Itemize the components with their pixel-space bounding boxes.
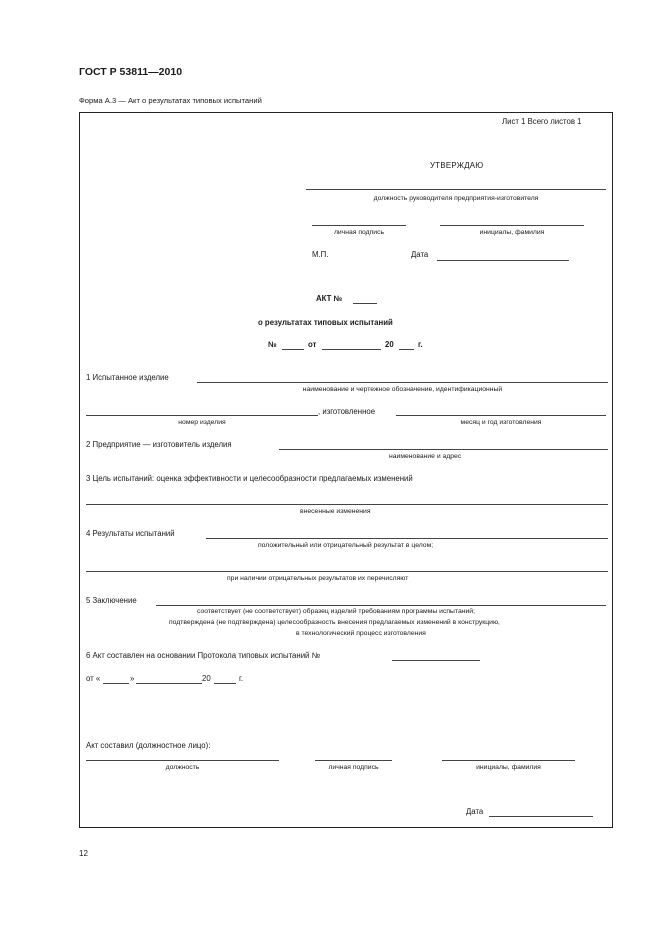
year-prefix: 20 <box>385 340 394 349</box>
s6-protocol-line[interactable] <box>392 660 480 661</box>
footer-date-line[interactable] <box>489 816 593 817</box>
s1-label: 1 Испытанное изделие <box>86 373 169 382</box>
composer-initials-hint: инициалы, фамилия <box>476 764 541 771</box>
date-line[interactable] <box>322 349 381 350</box>
s1-line[interactable] <box>197 382 608 383</box>
sheet-info: Лист 1 Всего листов 1 <box>502 117 582 126</box>
composer-position-hint: должность <box>165 764 200 771</box>
standard-header: ГОСТ Р 53811—2010 <box>79 66 183 78</box>
s4-hint: положительный или отрицательный результат в целом; <box>258 542 434 549</box>
initials-hint: инициалы, фамилия <box>479 229 545 236</box>
s6-from: от « <box>86 674 101 683</box>
stamp-label: М.П. <box>312 250 329 259</box>
form-frame <box>79 112 613 828</box>
s6-day-line[interactable] <box>103 683 129 684</box>
act-number-line[interactable] <box>353 303 377 304</box>
s6-label: 6 Акт составлен на основании Протокола типовых испытаний № <box>86 651 320 660</box>
s5-hint-1: соответствует (не соответствует) образец изделий требованиям программы испытаний; <box>197 608 475 615</box>
position-line[interactable] <box>306 189 606 190</box>
approval-title: УТВЕРЖДАЮ <box>430 161 484 170</box>
composer-initials-line[interactable] <box>442 760 575 761</box>
initials-line[interactable] <box>440 225 584 226</box>
footer-date-label: Дата <box>466 807 484 816</box>
act-title: АКТ № <box>316 294 343 303</box>
composer-position-line[interactable] <box>86 760 279 761</box>
form-caption: Форма А.3 — Акт о результатах типовых испытаний <box>79 96 262 105</box>
number-prefix: № <box>268 340 277 349</box>
s5-hint-2: подтверждена (не подтверждена) целесообразность внесения предлагаемых изменений в конструкцию, <box>169 619 500 626</box>
s3-label: 3 Цель испытаний: оценка эффективности и целесообразности предлагаемых изменений <box>86 474 413 483</box>
s6-year-line[interactable] <box>214 683 236 684</box>
s3-hint: внесенные изменения <box>300 508 371 515</box>
s5-hint-3: в технологический процесс изготовления <box>296 630 426 637</box>
s2-hint: наименование и адрес <box>389 453 462 460</box>
s5-line[interactable] <box>156 605 606 606</box>
s4-hint-2: при наличии отрицательных результатов их перечисляют <box>227 575 409 582</box>
approval-date-label: Дата <box>411 250 429 259</box>
s1-date-hint: месяц и год изготовления <box>460 419 542 426</box>
s2-line[interactable] <box>279 449 608 450</box>
s2-label: 2 Предприятие — изготовитель изделия <box>86 440 232 449</box>
s6-quote-close: » <box>130 674 135 683</box>
s5-label: 5 Заключение <box>86 596 137 605</box>
s6-month-line[interactable] <box>136 683 202 684</box>
s1-manufactured-label: , изготовленное <box>318 407 376 416</box>
s6-g: г. <box>239 674 244 683</box>
signature-line[interactable] <box>312 225 406 226</box>
s1-number-hint: номер изделия <box>178 419 226 426</box>
act-subtitle: о результатах типовых испытаний <box>258 318 393 327</box>
s1-hint: наименование и чертежное обозначение, идентификационный <box>302 386 503 393</box>
signature-hint: личная подпись <box>333 229 385 236</box>
from-label: от <box>308 340 317 349</box>
s4-line[interactable] <box>206 538 608 539</box>
approval-date-line[interactable] <box>437 260 569 261</box>
year-suffix: г. <box>418 340 423 349</box>
page-number: 12 <box>79 849 88 858</box>
s6-year-prefix: 20 <box>202 674 211 683</box>
position-hint: должность руководителя предприятия-изготовителя <box>373 195 539 202</box>
number-line[interactable] <box>282 349 304 350</box>
s1-number-line[interactable] <box>86 415 318 416</box>
s3-line[interactable] <box>86 504 608 505</box>
s4-line-2[interactable] <box>86 571 608 572</box>
s4-label: 4 Результаты испытаний <box>86 529 175 538</box>
composed-by-label: Акт составил (должностное лицо): <box>86 741 211 750</box>
year-line[interactable] <box>399 349 414 350</box>
s1-date-line[interactable] <box>396 415 606 416</box>
composer-signature-line[interactable] <box>315 760 392 761</box>
composer-signature-hint: личная подпись <box>328 764 379 771</box>
